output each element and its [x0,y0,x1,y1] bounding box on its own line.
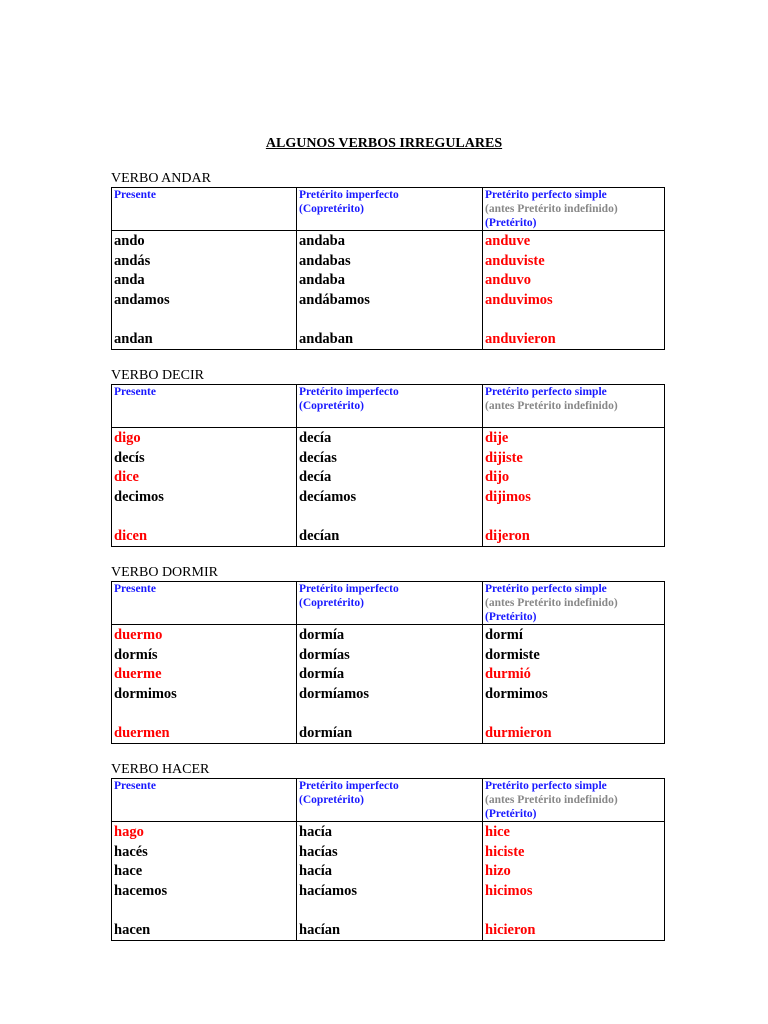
section-heading: VERBO DECIR [111,368,204,383]
verb-form: hizo [485,863,511,879]
verb-form: anduvimos [485,291,553,308]
header-text: (antes Pretérito indefinido) [485,597,618,609]
header-text: (antes Pretérito indefinido) [485,400,618,412]
verb-form: dormí [485,627,523,643]
verb-form: hacía [299,863,333,879]
verb-form: anduve [485,233,531,249]
verb-form: dormís [114,646,158,663]
header-text: Presente [114,386,156,398]
verb-section [111,367,664,547]
imperfecto-forms [297,822,483,941]
verb-form: decía [299,469,332,485]
header-text: Pretérito perfecto simple [485,780,607,792]
verb-form: decíamos [299,488,357,505]
conjugation-row [112,822,665,941]
verb-form: dijo [485,469,510,485]
verb-form: hago [114,824,144,840]
verb-form: andaba [299,272,345,288]
verb-form: andamos [114,291,170,308]
page-title: ALGUNOS VERBOS IRREGULARES [265,136,503,151]
header-text: (Copretérito) [299,400,364,412]
verb-form: duerme [114,666,162,682]
verb-form: hiciste [485,843,525,860]
imperfecto-forms [297,428,483,547]
header-perfecto [483,779,665,822]
header-imperfecto [297,188,483,231]
header-text: Presente [114,780,156,792]
header-perfecto [483,582,665,625]
header-text: (Pretérito) [485,808,537,820]
header-row [112,582,665,625]
header-text: (Pretérito) [485,217,537,229]
verb-form: duermo [114,627,163,643]
header-presente [112,779,297,822]
verb-form: decimos [114,488,164,505]
conjugation-row [112,428,665,547]
section-heading: VERBO HACER [111,762,210,777]
header-presente [112,385,297,428]
header-text: (Copretérito) [299,597,364,609]
presente-forms [112,822,297,941]
presente-forms [112,428,297,547]
header-imperfecto [297,582,483,625]
verb-form: ando [114,233,145,249]
header-text: Presente [114,189,156,201]
verb-form: hacía [299,824,333,840]
verb-form: dormía [299,627,345,643]
header-text: Pretérito perfecto simple [485,583,607,595]
perfecto-forms [483,428,665,547]
conjugation-table [111,581,665,744]
conjugation-row [112,231,665,350]
verb-form: hicieron [485,921,536,938]
conjugation-table [111,384,665,547]
verb-form: andabas [299,252,351,269]
verb-form: andan [114,330,153,347]
verb-section [111,564,664,744]
header-imperfecto [297,385,483,428]
presente-forms [112,231,297,350]
header-perfecto [483,385,665,428]
verb-form: decís [114,449,145,466]
header-perfecto [483,188,665,231]
header-text: (Copretérito) [299,794,364,806]
header-text: Pretérito perfecto simple [485,386,607,398]
perfecto-forms [483,822,665,941]
verb-form: anda [114,272,145,288]
header-presente [112,188,297,231]
verb-form: andás [114,252,151,269]
verb-form: dijimos [485,488,531,505]
header-row [112,385,665,428]
verb-section [111,170,664,350]
imperfecto-forms [297,231,483,350]
conjugation-table [111,187,665,350]
verb-form: durmieron [485,724,552,741]
verb-form: dije [485,430,509,446]
verb-form: dormías [299,646,350,663]
verb-form: hacen [114,921,151,938]
verb-form: decían [299,527,340,544]
verb-form: dicen [114,527,148,544]
perfecto-forms [483,231,665,350]
section-heading: VERBO DORMIR [111,565,218,580]
header-text: (antes Pretérito indefinido) [485,203,618,215]
verb-form: duermen [114,724,170,741]
perfecto-forms [483,625,665,744]
verb-form: hace [114,863,143,879]
header-presente [112,582,297,625]
verb-form: dormían [299,724,353,741]
header-text: Pretérito imperfecto [299,189,399,201]
verb-form: hacíamos [299,882,357,899]
verb-form: decías [299,449,337,466]
verb-form: hacés [114,843,148,860]
verb-form: hacías [299,843,338,860]
header-text: Pretérito perfecto simple [485,189,607,201]
verb-form: hicimos [485,882,533,899]
verb-section [111,761,664,941]
header-row [112,779,665,822]
header-text: Pretérito imperfecto [299,386,399,398]
verb-form: dijiste [485,449,523,466]
header-text: Pretérito imperfecto [299,780,399,792]
verb-form: hacían [299,921,341,938]
presente-forms [112,625,297,744]
verb-form: andábamos [299,291,370,308]
verb-form: dormimos [485,685,548,702]
verb-form: dice [114,469,139,485]
verb-form: decía [299,430,332,446]
verb-form: dormía [299,666,345,682]
verb-form: anduviste [485,252,545,269]
verb-form: dormíamos [299,685,370,702]
verb-form: andaban [299,330,354,347]
conjugation-table [111,778,665,941]
header-text: (antes Pretérito indefinido) [485,794,618,806]
section-heading: VERBO ANDAR [111,171,211,186]
header-text: (Copretérito) [299,203,364,215]
imperfecto-forms [297,625,483,744]
verb-form: dijeron [485,527,530,544]
header-text: Presente [114,583,156,595]
verb-form: hice [485,824,510,840]
verb-form: digo [114,430,141,446]
header-text: Pretérito imperfecto [299,583,399,595]
header-row [112,188,665,231]
header-text: (Pretérito) [485,611,537,623]
header-imperfecto [297,779,483,822]
verb-form: hacemos [114,882,168,899]
verb-form: durmió [485,666,531,682]
conjugation-row [112,625,665,744]
verb-form: anduvo [485,272,531,288]
verb-form: dormimos [114,685,177,702]
verb-form: dormiste [485,646,540,663]
verb-form: anduvieron [485,330,556,347]
verb-form: andaba [299,233,345,249]
